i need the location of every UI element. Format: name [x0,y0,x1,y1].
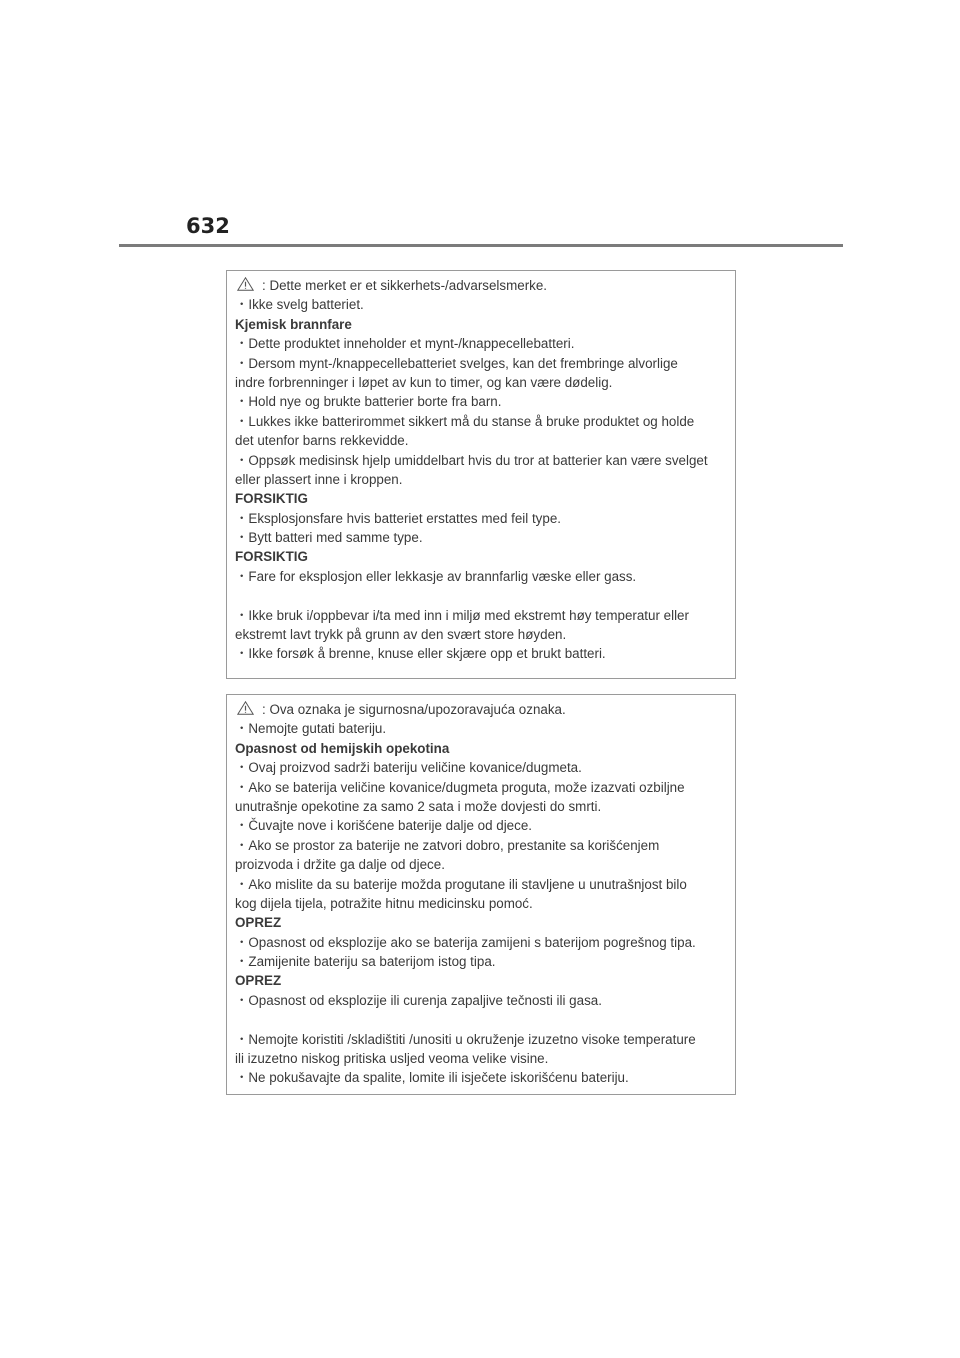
notice-line-text: ・Nemojte gutati bateriju. [235,721,387,737]
notice-line [235,816,735,835]
notice-line-text: Kjemisk brannfare [235,316,352,332]
notice-line-text: ・Ikke svelg batteriet. [235,297,364,313]
notice-line [235,778,735,797]
notice-line-text: ・Ne pokušavajte da spalite, lomite ili isječete iskorišćenu bateriju. [235,1070,629,1086]
notice-line-text: OPREZ [235,915,282,931]
warning-triangle-icon [237,277,254,291]
notice-heading [235,739,735,758]
notice-line [235,392,735,411]
page-number: 632 [186,214,230,238]
warning-triangle-icon [237,701,254,715]
notice-line [235,334,735,353]
notice-line-text: eller plassert inne i kroppen. [235,471,403,487]
notice-line [235,528,735,547]
safety-notice-croatian [226,694,736,1095]
notice-line-text: ・Ikke bruk i/oppbevar i/ta med inn i miljø med ekstremt høy temperatur eller [235,607,689,623]
notice-line [235,855,735,874]
notice-heading [235,315,735,334]
notice-line-text: ・Dersom mynt-/knappecellebatteriet svelges, kan det frembringe alvorlige [235,355,678,371]
notice-line [235,373,735,392]
notice-line [235,1068,735,1087]
notice-line-text: ・Ovaj proizvod sadrži bateriju veličine kovanice/dugmeta. [235,760,582,776]
notice-line-text: ・Opasnost od eksplozije ako se baterija zamijeni s baterijom pogrešnog tipa. [235,934,696,950]
notice-line-text: ・Opasnost od eksplozije ili curenja zapaljive tečnosti ili gasa. [235,992,602,1008]
notice-line [235,625,735,644]
notice-line-text: ・Ako mislite da su baterije možda progutane ili stavljene u unutrašnjost bilo [235,876,687,892]
notice-heading [235,971,735,990]
notice-line-text: ・Čuvajte nove i korišćene baterije dalje od djece. [235,818,532,834]
header-rule [119,244,843,247]
notice-line-text: ・Eksplosjonsfare hvis batteriet erstattes med feil type. [235,510,561,526]
notice-line [235,451,735,470]
notice-line [235,354,735,373]
notice-line [235,758,735,777]
notice-line-text: ・Dette produktet inneholder et mynt-/knappecellebatteri. [235,336,575,352]
notice-line-text: FORSIKTIG [235,491,308,507]
notice-line [235,431,735,450]
notice-heading [235,547,735,566]
notice-line [235,933,735,952]
notice-line-text: Opasnost od hemijskih opekotina [235,740,450,756]
notice-line-text: indre forbrenninger i løpet av kun to timer, og kan være dødelig. [235,374,613,390]
notice-line [235,644,735,663]
notice-line [235,797,735,816]
notice-line [235,991,735,1010]
notice-heading [235,913,735,932]
notice-line [235,719,735,738]
notice-line-text: ・Nemojte koristiti /skladištiti /unositi u okruženje izuzetno visoke temperature [235,1031,696,1047]
notice-line [235,894,735,913]
notice-line-text: ekstremt lavt trykk på grunn av den svært store høyden. [235,627,567,643]
notice-line-text: ・Oppsøk medisinsk hjelp umiddelbart hvis du tror at batterier kan være svelget [235,452,708,468]
notice-line [235,295,735,314]
notice-line-text: ・Lukkes ikke batterirommet sikkert må du stanse å bruke produktet og holde [235,413,695,429]
notice-line [235,470,735,489]
notice-line-text: kog dijela tijela, potražite hitnu medicinsku pomoć. [235,895,533,911]
notice-line [235,509,735,528]
notice-line-text: proizvoda i držite ga dalje od djece. [235,857,445,873]
notice-line [235,1030,735,1049]
notice-line [235,1010,735,1029]
notice-line-text: ・Ikke forsøk å brenne, knuse eller skjære opp et brukt batteri. [235,646,606,662]
warning-symbol-line [235,276,735,295]
notice-line-text: : Ova oznaka je sigurnosna/upozoravajuća oznaka. [262,702,566,717]
notice-line [235,606,735,625]
notice-line-text: ・Fare for eksplosjon eller lekkasje av brannfarlig væske eller gass. [235,568,637,584]
safety-notice-norwegian [226,270,736,679]
notice-line [235,952,735,971]
notice-line [235,586,735,605]
notice-line-text: FORSIKTIG [235,549,308,565]
notice-line [235,567,735,586]
notice-line-text: ・Bytt batteri med samme type. [235,530,423,546]
notice-line [235,1049,735,1068]
notice-line-text: OPREZ [235,973,282,989]
warning-symbol-line [235,700,735,719]
notice-heading [235,489,735,508]
notice-line [235,875,735,894]
notice-line-text: unutrašnje opekotine za samo 2 sata i može dovjesti do smrti. [235,798,602,814]
notice-line-text: ・Ako se prostor za baterije ne zatvori dobro, prestanite sa korišćenjem [235,837,660,853]
notice-line-text: ・Hold nye og brukte batterier borte fra barn. [235,394,502,410]
notice-line-text: : Dette merket er et sikkerhets-/advarselsmerke. [262,278,548,293]
notice-line-text: ili izuzetno niskog pritiska usljed veoma velike visine. [235,1051,549,1067]
notice-line-text: ・Ako se baterija veličine kovanice/dugmeta proguta, može izazvati ozbiljne [235,779,685,795]
notice-line [235,412,735,431]
notice-line-text: ・Zamijenite bateriju sa baterijom istog tipa. [235,954,496,970]
notice-line [235,836,735,855]
notice-line-text: det utenfor barns rekkevidde. [235,433,409,449]
